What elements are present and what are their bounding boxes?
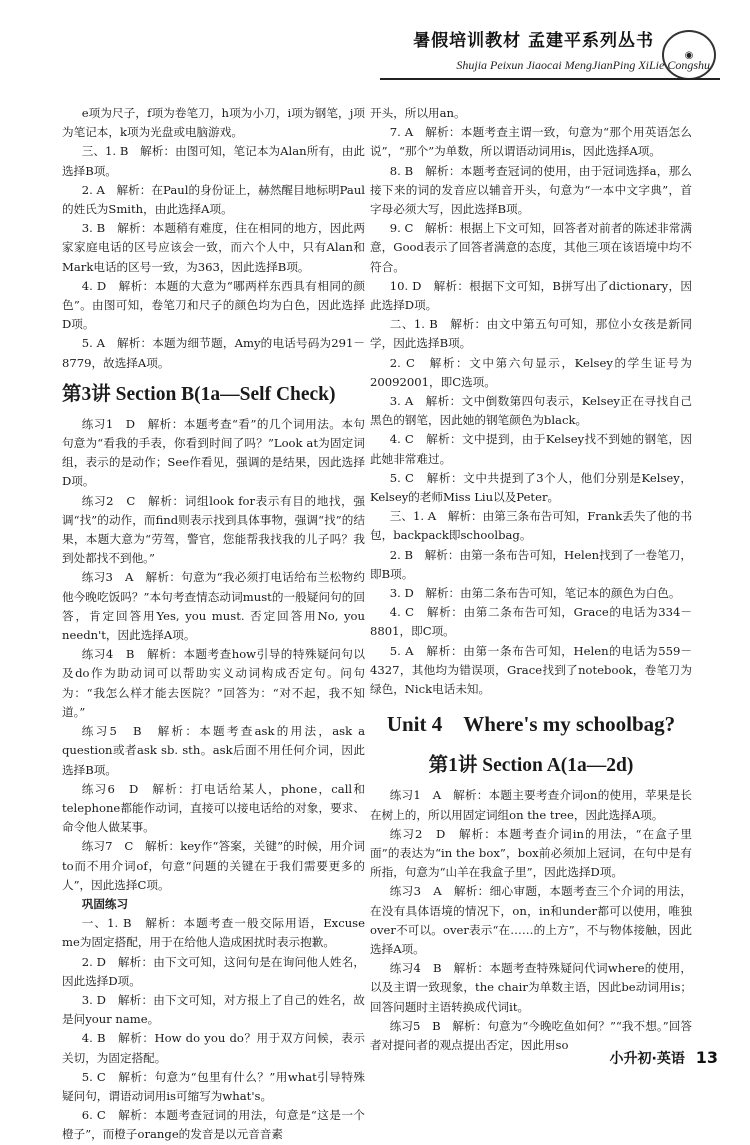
- answer-paragraph: 9. C 解析：根据上下文可知，回答者对前者的陈述非常满意，Good表示了回答者满意的态度，其他三项在该语境中均不符合。: [370, 221, 692, 274]
- answer-paragraph: 练习6 D 解析：打电话给某人，phone，call和telephone都能作动词，直接可以接电话给的对象，要求、命令他人做某事。: [62, 781, 365, 835]
- answer-paragraph: 2. A 解析：在Paul的身份证上，赫然醒目地标明Paul的姓氏为Smith，由此选择A项。: [62, 182, 365, 217]
- answer-paragraph: 练习5 B 解析：句意为“今晚吃鱼如何？”“我不想。”回答者对提问者的观点提出否定，因此用so: [370, 1018, 692, 1052]
- answer-paragraph: 三、1. B 解析：由图可知，笔记本为Alan所有，由此选择B项。: [62, 144, 365, 178]
- answer-paragraph: 5. C 解析：文中共提到了3个人，他们分别是Kelsey，Kelsey的老师Miss Liu以及Peter。: [370, 470, 692, 505]
- answer-paragraph: 3. B 解析：本题稍有难度，住在相同的地方，因此两家家庭电话的区号应该会一致，而六个人中，只有Alan和Mark电话的区号一致，为363，因此选择B项。: [62, 221, 365, 274]
- answer-paragraph: 8. B 解析：本题考查冠词的使用，由于冠词选择a，那么接下来的词的发音应以辅音开头，句意为“一本中文字典”，首字母必须大写，因此选择B项。: [370, 163, 692, 217]
- answer-paragraph: 练习4 B 解析：本题考查特殊疑问代词where的使用，以及主谓一致现象，the chair为单数主语，因此be动词用is；回答问题时主语转换成代词it。: [370, 961, 692, 1014]
- series-subtitle: Shujia Peixun Jiaocai MengJianPing XiLie Congshu: [456, 58, 710, 72]
- answer-paragraph: 二、1. B 解析：由文中第五句可知，那位小女孩是新同学，因此选择B项。: [370, 317, 692, 351]
- page-footer: [610, 1048, 718, 1068]
- answer-paragraph: 4. C 解析：由第二条布告可知，Grace的电话为334－8801，即C项。: [370, 605, 692, 639]
- answer-paragraph: e项为尺子，f项为卷笔刀，h项为小刀，i项为钢笔，j项为笔记本，k项为光盘或电脑游戏。: [62, 106, 365, 140]
- right-column: [370, 104, 692, 1052]
- answer-paragraph: 2. C 解析：文中第六句显示，Kelsey的学生证号为20092001，即C选项。: [370, 355, 692, 389]
- answer-paragraph: 练习2 C 解析：词组look for表示有目的地找，强调“找”的动作，而find则表示找到具体事物，强调“找”的结果，本题大意为“劳驾，警官，您能帮我找我的儿子吗？我到处都找不到他。”: [62, 493, 365, 566]
- answer-paragraph: 4. D 解析：本题的大意为“哪两样东西具有相同的颜色”。由图可知，卷笔刀和尺子的颜色均为白色，因此选择D项。: [62, 278, 365, 332]
- answer-paragraph: 6. C 解析：本题考查冠词的用法，句意是“这是一个橙子”，而橙子orange的发音是以元音音素: [62, 1108, 365, 1142]
- subsection-heading: 巩固练习: [81, 896, 129, 911]
- page-number: 13: [695, 1048, 718, 1067]
- left-column: [62, 104, 365, 1142]
- answer-paragraph: 10. D 解析：根据下文可知，B拼写出了dictionary，因此选择D项。: [370, 278, 692, 313]
- answer-paragraph: 3. D 解析：由下文可知，对方报上了自己的姓名，故是问your name。: [62, 992, 365, 1027]
- answer-paragraph: 5. A 解析：由第一条布告可知，Helen的电话为559－4327，其他均为错误项，Grace找到了notebook，卷笔刀为绿色，Nick电话未知。: [370, 643, 692, 697]
- answer-paragraph: 4. B 解析：How do you do？用于双方问候，表示关切，为固定搭配。: [62, 1031, 365, 1065]
- answer-paragraph: 练习5 B 解析：本题考查ask的用法，ask a question或者ask sb. sth。ask后面不用任何介词，因此选择B项。: [62, 724, 365, 777]
- section-heading: 第1讲 Section A(1a—2d): [428, 755, 634, 777]
- answer-paragraph: 5. C 解析：句意为“包里有什么？”用what引导特殊疑问句，谓语动词用is可缩写为what's。: [62, 1069, 365, 1103]
- header-rule: [380, 78, 720, 80]
- answer-paragraph: 7. A 解析：本题考查主谓一致，句意为“那个用英语怎么说”，“那个”为单数，所以谓语动词用is，因此选择A项。: [370, 125, 692, 159]
- answer-paragraph: 练习7 C 解析：key作“答案，关键”的时候，用介词to而不用介词of，句意“问题的关键在于我们需要更多的人”，因此选择C项。: [62, 839, 365, 892]
- footer-label: 小升初·英语: [609, 1051, 685, 1067]
- answer-paragraph: 2. D 解析：由下文可知，这问句是在询问他人姓名，因此选择D项。: [62, 954, 365, 988]
- answer-paragraph: 3. A 解析：文中倒数第四句表示，Kelsey正在寻找自己黑色的钢笔，因此她的钢笔颜色为black。: [370, 394, 692, 428]
- answer-paragraph: 开头，所以用an。: [370, 106, 466, 120]
- answer-paragraph: 三、1. A 解析：由第三条布告可知，Frank丢失了他的书包，backpack即schoolbag。: [370, 509, 692, 543]
- page-header: [0, 0, 750, 112]
- answer-paragraph: 练习2 D 解析：本题考查介词in的用法，“在盒子里面”的表达为“in the box”，box前必须加上冠词，在句中是有所指，句意为“山羊在我盒子里”，因此选择D项。: [370, 826, 692, 880]
- answer-paragraph: 4. C 解析：文中提到，由于Kelsey找不到她的钢笔，因此她非常难过。: [370, 432, 692, 466]
- answer-paragraph: 2. B 解析：由第一条布告可知，Helen找到了一卷笔刀，即B项。: [370, 547, 692, 581]
- section-heading: 第3讲 Section B(1a—Self Check): [62, 383, 336, 405]
- series-title: 暑假培训教材 孟建平系列丛书: [413, 31, 654, 51]
- answer-paragraph: 一、1. B 解析：本题考查一般交际用语，Excuse me为固定搭配，用于在给他人造成困扰时表示抱歉。: [62, 916, 365, 950]
- answer-paragraph: 练习3 A 解析：细心审题，本题考查三个介词的用法，在没有具体语境的情况下，on，in和under都可以使用，唯独over不可以。over表示“在……的上方”，不与物体接触，因此选择A项。: [370, 884, 692, 956]
- publisher-logo-icon: ◉: [662, 30, 716, 80]
- unit-heading: Unit 4 Where's my schoolbag?: [386, 712, 676, 737]
- answer-paragraph: 练习3 A 解析：句意为“我必须打电话给布兰松物约他今晚吃饭吗？”本句考查情态动词must的一般疑问句的回答，肯定回答用Yes, you must. 否定回答用No, you needn't，因此选择A项。: [62, 570, 365, 643]
- answer-paragraph: 3. D 解析：由第二条布告可知，笔记本的颜色为白色。: [389, 586, 681, 601]
- answer-paragraph: 5. A 解析：本题为细节题，Amy的电话号码为291－8779，故选择A项。: [62, 336, 365, 370]
- answer-paragraph: 练习4 B 解析：本题考查how引导的特殊疑问句以及do作为助动词可以帮助实义动词构成否定句。问句为：“我怎么样才能去医院？”回答为：“对不起，我不知道。”: [62, 647, 365, 719]
- answer-paragraph: 练习1 D 解析：本题考查“看”的几个词用法。本句句意为“看我的手表，你看到时间了吗？”Look at为固定词组，表示的是动作；See作看见，强调的是结果，因此选择D项。: [62, 416, 365, 489]
- answer-paragraph: 练习1 A 解析：本题主要考查介词on的使用，苹果是长在树上的，所以用固定词组on the tree，因此选择A项。: [370, 788, 692, 822]
